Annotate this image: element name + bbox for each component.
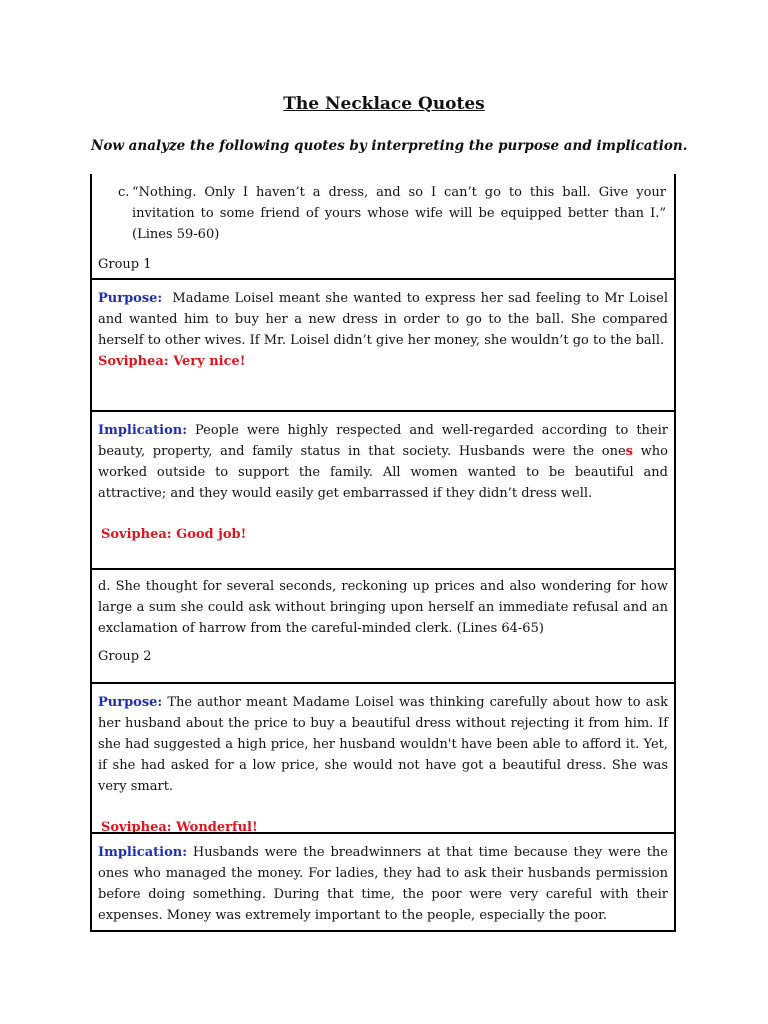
quote-c [98,182,668,245]
implication-paragraph [98,420,668,545]
purpose-cell-c [92,278,674,410]
purpose-label: Purpose: [98,695,163,710]
quotes-table [90,174,676,932]
purpose-label: Purpose: [98,291,163,306]
purpose-text: Madame Loisel meant she wanted to express her sad feeling to Mr Loisel and wanted him to buy her a new dress in order to go to the ball. She compared herself to other wives. If Mr. Loisel didn’t give her money, she wouldn’t go to the ball. [98,291,668,348]
quote-cell-d [92,568,674,682]
page-title: The Necklace Quotes [283,94,485,114]
purpose-cell-d [92,682,674,835]
implication-cell-d [92,832,674,930]
implication-text-part-2: who worked outside to support the family. All women wanted to be beautiful and attractive; and they would easily get embarrassed if they didn’t dress well. [98,444,668,501]
quote-d: d. She thought for several seconds, reckoning up prices and also wondering for how large a sum she could ask without bringing upon herself an immediate refusal and an exclamation of harrow from the careful-minded clerk. (Lines 64-65) [98,579,668,636]
quote-cell-c [92,182,674,278]
quote-letter: c. [118,185,130,200]
group-label: Group 2 [98,649,152,664]
group-label: Group 1 [98,257,152,272]
implication-correction: s [625,444,633,459]
teacher-comment: Soviphea: Good job! [101,527,247,542]
implication-label: Implication: [98,423,188,438]
quote-text: “Nothing. Only I haven’t a dress, and so I can’t go to this ball. Give your invitation to some friend of yours whose wife will be equipped better than I.” (Lines 59-60) [132,185,666,242]
teacher-comment: Soviphea: Wonderful! [101,820,258,835]
instruction-text: Now analyze the following quotes by interpreting the purpose and implication. [91,138,688,154]
implication-cell-c [92,410,674,568]
implication-text-part-1: People were highly respected and well-regarded according to their beauty, property, and family status in that society. Husbands were the one [98,423,668,459]
teacher-comment: Soviphea: Very nice! [98,354,246,369]
purpose-text: The author meant Madame Loisel was thinking carefully about how to ask her husband about the price to buy a beautiful dress without rejecting it from him. If she had suggested a high price, her husband wouldn't have been able to afford it. Yet, if she had asked for a low price, she would not have got a beautiful dress. She was very smart. [98,695,668,794]
purpose-paragraph [98,692,668,838]
implication-text: Husbands were the breadwinners at that time because they were the ones who managed the money. For ladies, they had to ask their husbands permission before doing something. During that time, the poor were very careful with their expenses. Money was extremely important to the people, especially the poor. [98,845,668,923]
implication-label: Implication: [98,845,188,860]
implication-paragraph [98,842,668,926]
purpose-paragraph [98,288,668,372]
